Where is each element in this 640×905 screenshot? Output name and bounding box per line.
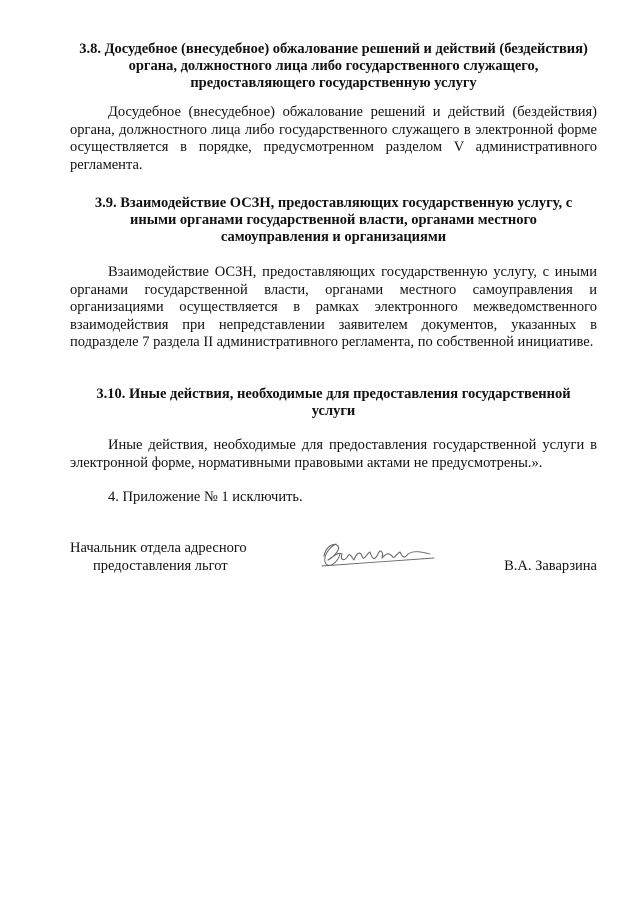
section-body-3-8: Досудебное (внесудебное) обжалование решений и действий (бездействия) органа, должностного лица либо государственного служащего в электронной форме осуществляется в порядке, предусмотренном разделом V административного регламента.	[70, 104, 597, 173]
signature-stroke-loop	[325, 544, 340, 565]
section-body-3-9: Взаимодействие ОСЗН, предоставляющих государственную услугу, с иными органами государственной власти, органами местного самоуправления и организациями осуществляется в рамках электронного межведомственного взаимодействия при непредставлении заявителем документов, указанных в подразделе 7 раздела II административного регламента, по собственной инициативе.	[70, 264, 597, 350]
signatory-name: В.А. Заварзина	[504, 558, 597, 574]
signature-stroke-tail	[408, 552, 430, 554]
signature-block	[70, 540, 597, 590]
signatory-title-line-2: предоставления льгот	[93, 557, 228, 574]
section-body-3-10: Иные действия, необходимые для предоставления государственной услуги в электронной форме, нормативными правовыми актами не предусмотрены.».	[70, 437, 597, 471]
signatory-title-line-1: Начальник отдела адресного	[70, 540, 247, 556]
section-heading-3-8: 3.8. Досудебное (внесудебное) обжалование решений и действий (бездействия) органа, должностного лица либо государственного служащего, предоставляющего государственную услугу	[79, 41, 588, 91]
signature-stroke-underline	[322, 558, 434, 566]
signature-stroke-main	[324, 544, 408, 560]
item-4-paragraph: 4. Приложение № 1 исключить.	[108, 489, 303, 505]
signatory-title	[70, 540, 290, 575]
section-heading-3-10: 3.10. Иные действия, необходимые для предоставления государственной услуги	[96, 386, 571, 419]
handwritten-signature	[318, 534, 438, 574]
section-heading-3-9: 3.9. Взаимодействие ОСЗН, предоставляющих государственную услугу, с иными органами государственной власти, органами местного самоуправления и организациями	[94, 195, 573, 245]
